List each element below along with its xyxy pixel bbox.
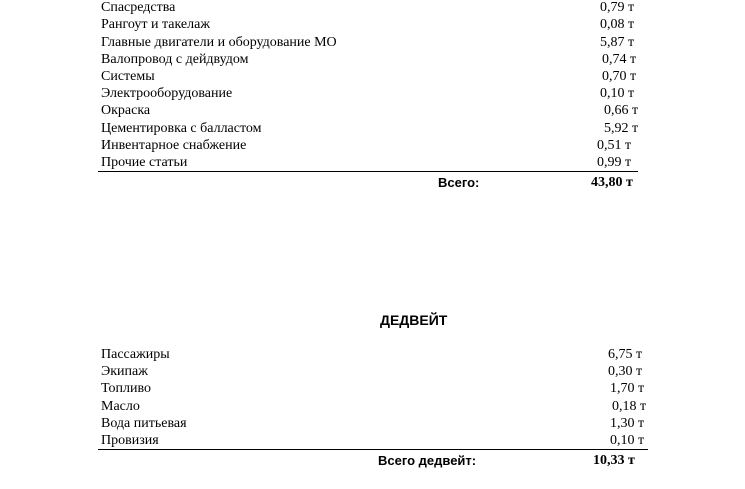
- item-label: Цементировка с балластом: [101, 121, 262, 136]
- item-value: 0,18 т: [612, 399, 647, 414]
- total-value: 43,80 т: [591, 175, 633, 190]
- item-label: Масло: [101, 399, 140, 414]
- item-label: Экипаж: [101, 364, 148, 379]
- item-label: Пассажиры: [101, 347, 170, 362]
- section-heading: ДЕДВЕЙТ: [380, 312, 448, 328]
- item-label: Рангоут и такелаж: [101, 17, 211, 32]
- item-value: 0,10 т: [600, 86, 635, 101]
- divider: [98, 449, 648, 450]
- item-label: Инвентарное снабжение: [101, 138, 247, 153]
- item-value: 5,92 т: [604, 121, 639, 136]
- divider: [98, 171, 638, 172]
- item-value: 0,08 т: [600, 17, 635, 32]
- item-label: Провизия: [101, 433, 159, 448]
- total-label: Всего дедвейт:: [378, 453, 477, 468]
- item-value: 0,99 т: [597, 155, 632, 170]
- item-label: Главные двигатели и оборудование МО: [101, 35, 337, 50]
- item-value: 0,74 т: [602, 52, 637, 67]
- item-value: 0,51 т: [597, 138, 632, 153]
- item-label: Валопровод с дейдвудом: [101, 52, 249, 67]
- item-label: Системы: [101, 69, 155, 84]
- item-value: 6,75 т: [608, 347, 643, 362]
- item-label: Спасредства: [101, 0, 176, 15]
- item-value: 5,87 т: [600, 35, 635, 50]
- item-label: Окраска: [101, 103, 151, 118]
- item-value: 1,30 т: [610, 416, 645, 431]
- item-value: 0,79 т: [600, 0, 635, 15]
- item-label: Электрооборудование: [101, 86, 233, 101]
- item-label: Вода питьевая: [101, 416, 187, 431]
- item-value: 1,70 т: [610, 381, 645, 396]
- item-value: 0,10 т: [610, 433, 645, 448]
- item-value: 0,70 т: [602, 69, 637, 84]
- item-label: Прочие статьи: [101, 155, 188, 170]
- item-value: 0,66 т: [604, 103, 639, 118]
- total-value: 10,33 т: [593, 453, 635, 468]
- item-value: 0,30 т: [608, 364, 643, 379]
- item-label: Топливо: [101, 381, 151, 396]
- total-label: Всего:: [438, 175, 480, 190]
